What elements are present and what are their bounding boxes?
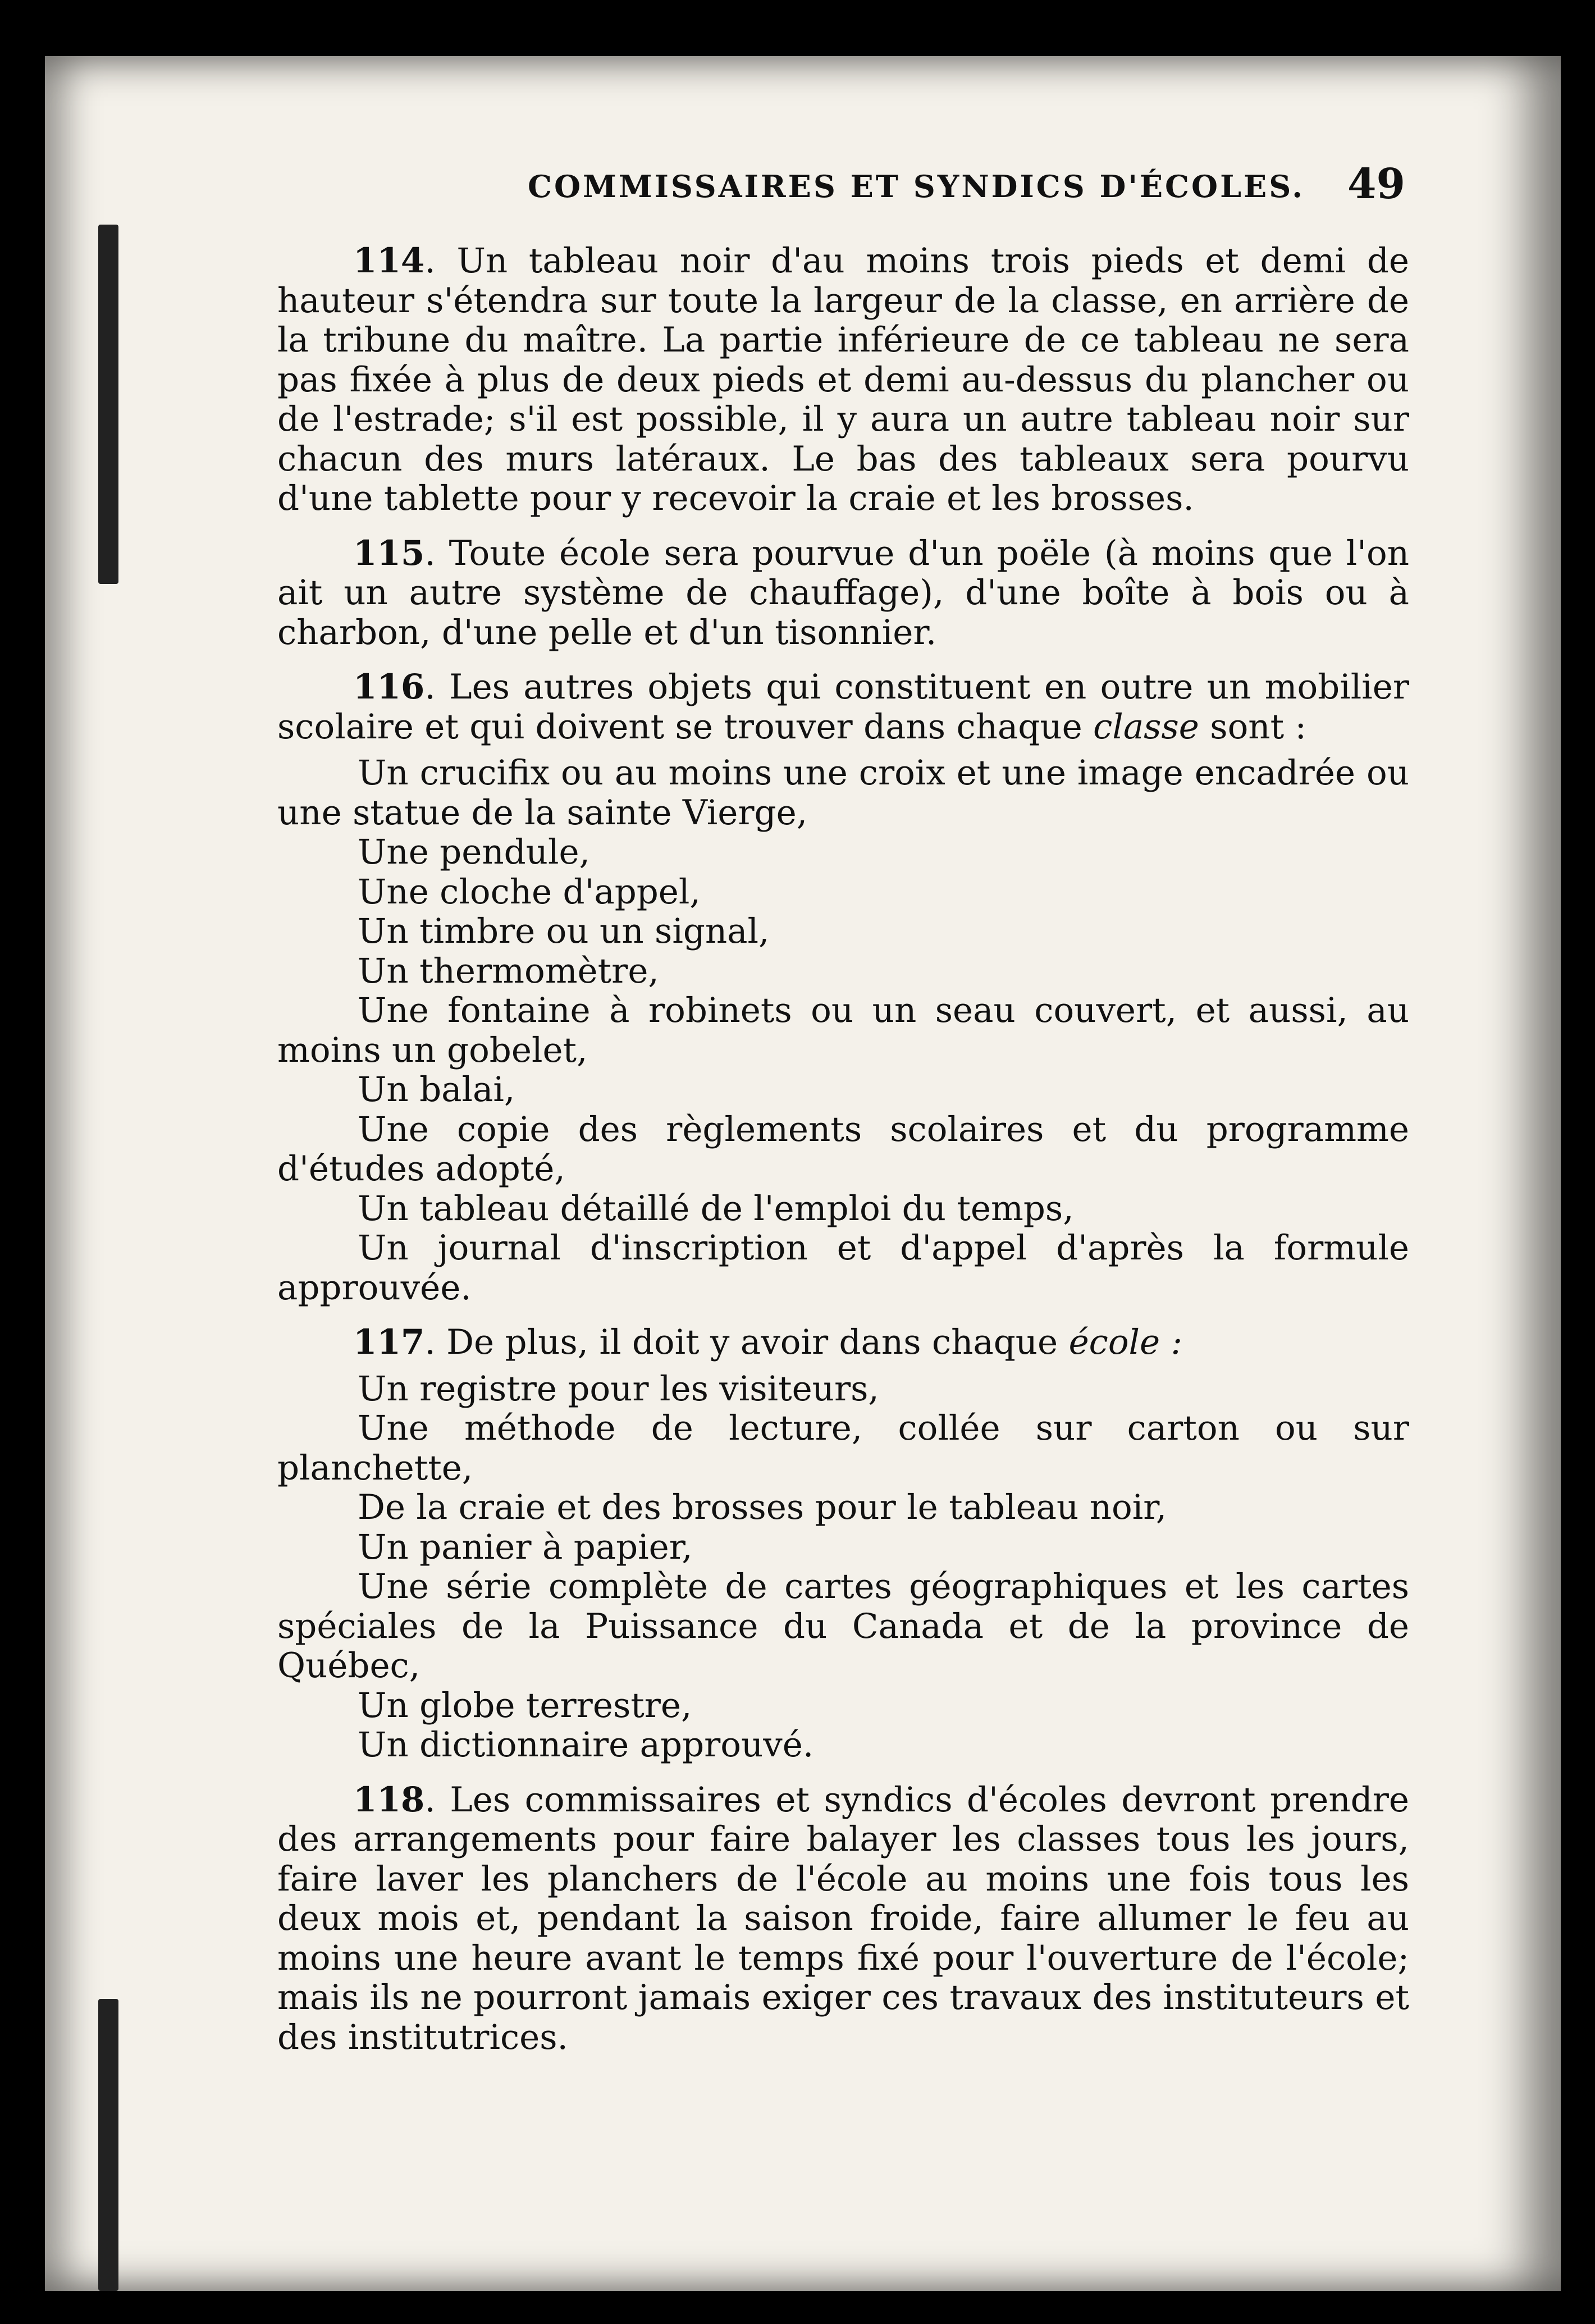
list-item: Une série complète de cartes géographiques et les cartes spéciales de la Puissance du Canada et de la province de Québec, [277,1567,1409,1686]
list-item: Un timbre ou un signal, [358,911,770,951]
article-text: Les commissaires et syndics d'écoles devront prendre des arrangements pour faire balayer les classes tous les jours, faire laver les planchers de l'école au moins une fois tous les deux mois et, pendant la saison froide, faire allumer le feu au moins une heure avant le temps fixé pour l'ouverture de l'école; mais ils ne pourront jamais exiger ces travaux des instituteurs et des institutrices. [277,1779,1409,2057]
binding-mark [98,1999,118,2291]
article-number: 115 [353,533,425,573]
article-text-italic: école : [1068,1322,1183,1362]
page-body [277,241,1409,2072]
article-text-italic: classe [1093,706,1199,747]
article-number: 118 [353,1779,425,1820]
article-116: 116. Les autres objets qui constituent en outre un mobilier scolaire et qui doivent se trouver dans chaque classe sont : [277,667,1410,747]
article-text: sont : [1210,706,1307,747]
article-116-list [277,754,1409,1308]
article-117-list [277,1369,1409,1765]
article-text: Les autres objets qui constituent en outre un mobilier scolaire et qui doivent se trouver dans chaque [277,667,1410,747]
article-118: 118. Les commissaires et syndics d'écoles devront prendre des arrangements pour faire balayer les classes tous les jours, faire laver les planchers de l'école au moins une fois tous les deux mois et, pendant la saison froide, faire allumer le feu au moins une heure avant le temps fixé pour l'ouverture de l'école; mais ils ne pourront jamais exiger ces travaux des instituteurs et des institutrices. [277,1779,1409,2057]
list-item: Une méthode de lecture, collée sur carton ou sur planchette, [277,1408,1409,1488]
list-item: De la craie et des brosses pour le tableau noir, [358,1487,1167,1527]
article-114: 114. Un tableau noir d'au moins trois pieds et demi de hauteur s'étendra sur toute la largeur de la classe, en arrière de la tribune du maître. La partie inférieure de ce tableau ne sera pas fixée à plus de deux pieds et demi au-dessus du plancher ou de l'estrade; s'il est possible, il y aura un autre tableau noir sur chacun des murs latéraux. Le bas des tableaux sera pourvu d'une tablette pour y recevoir la craie et les brosses. [277,241,1410,518]
page-number: 49 [1347,160,1405,208]
list-item: Un crucifix ou au moins une croix et une image encadrée ou une statue de la sainte Vierge, [277,753,1409,833]
article-text: Toute école sera pourvue d'un poële (à moins que l'on ait un autre système de chauffage), d'une boîte à bois ou à charbon, d'une pelle et d'un tisonnier. [277,533,1409,652]
article-115: 115. Toute école sera pourvue d'un poële (à moins que l'on ait un autre système de chauffage), d'une boîte à bois ou à charbon, d'une pelle et d'un tisonnier. [277,533,1409,652]
list-item: Une cloche d'appel, [358,871,701,912]
list-item: Un balai, [358,1070,515,1110]
list-item: Une copie des règlements scolaires et du programme d'études adopté, [277,1109,1409,1189]
binding-mark [98,225,118,584]
list-item: Un journal d'inscription et d'appel d'après la formule approuvée. [277,1228,1409,1308]
article-text: Un tableau noir d'au moins trois pieds et demi de hauteur s'étendra sur toute la largeur de la classe, en arrière de la tribune du maître. La partie inférieure de ce tableau ne sera pas fixée à plus de deux pieds et demi au-dessus du plancher ou de l'estrade; s'il est possible, il y aura un autre tableau noir sur chacun des murs latéraux. Le bas des tableaux sera pourvu d'une tablette pour y recevoir la craie et les brosses. [277,241,1410,518]
article-text: De plus, il doit y avoir dans chaque [446,1322,1058,1362]
list-item: Un globe terrestre, [358,1685,692,1725]
list-item: Une pendule, [358,832,590,872]
list-item: Un registre pour les visiteurs, [358,1368,879,1409]
list-item: Une fontaine à robinets ou un seau couvert, et aussi, au moins un gobelet, [277,990,1409,1070]
article-number: 114 [353,241,425,281]
list-item: Un tableau détaillé de l'emploi du temps, [358,1188,1074,1229]
list-item: Un panier à papier, [358,1527,693,1567]
list-item: Un dictionnaire approuvé. [358,1725,814,1765]
article-117: 117. De plus, il doit y avoir dans chaque école : [353,1322,1183,1362]
article-number: 116 [353,667,425,707]
article-number: 117 [353,1322,425,1362]
list-item: Un thermomètre, [358,951,659,991]
running-title: COMMISSAIRES ET SYNDICS D'ÉCOLES. [528,168,1305,204]
